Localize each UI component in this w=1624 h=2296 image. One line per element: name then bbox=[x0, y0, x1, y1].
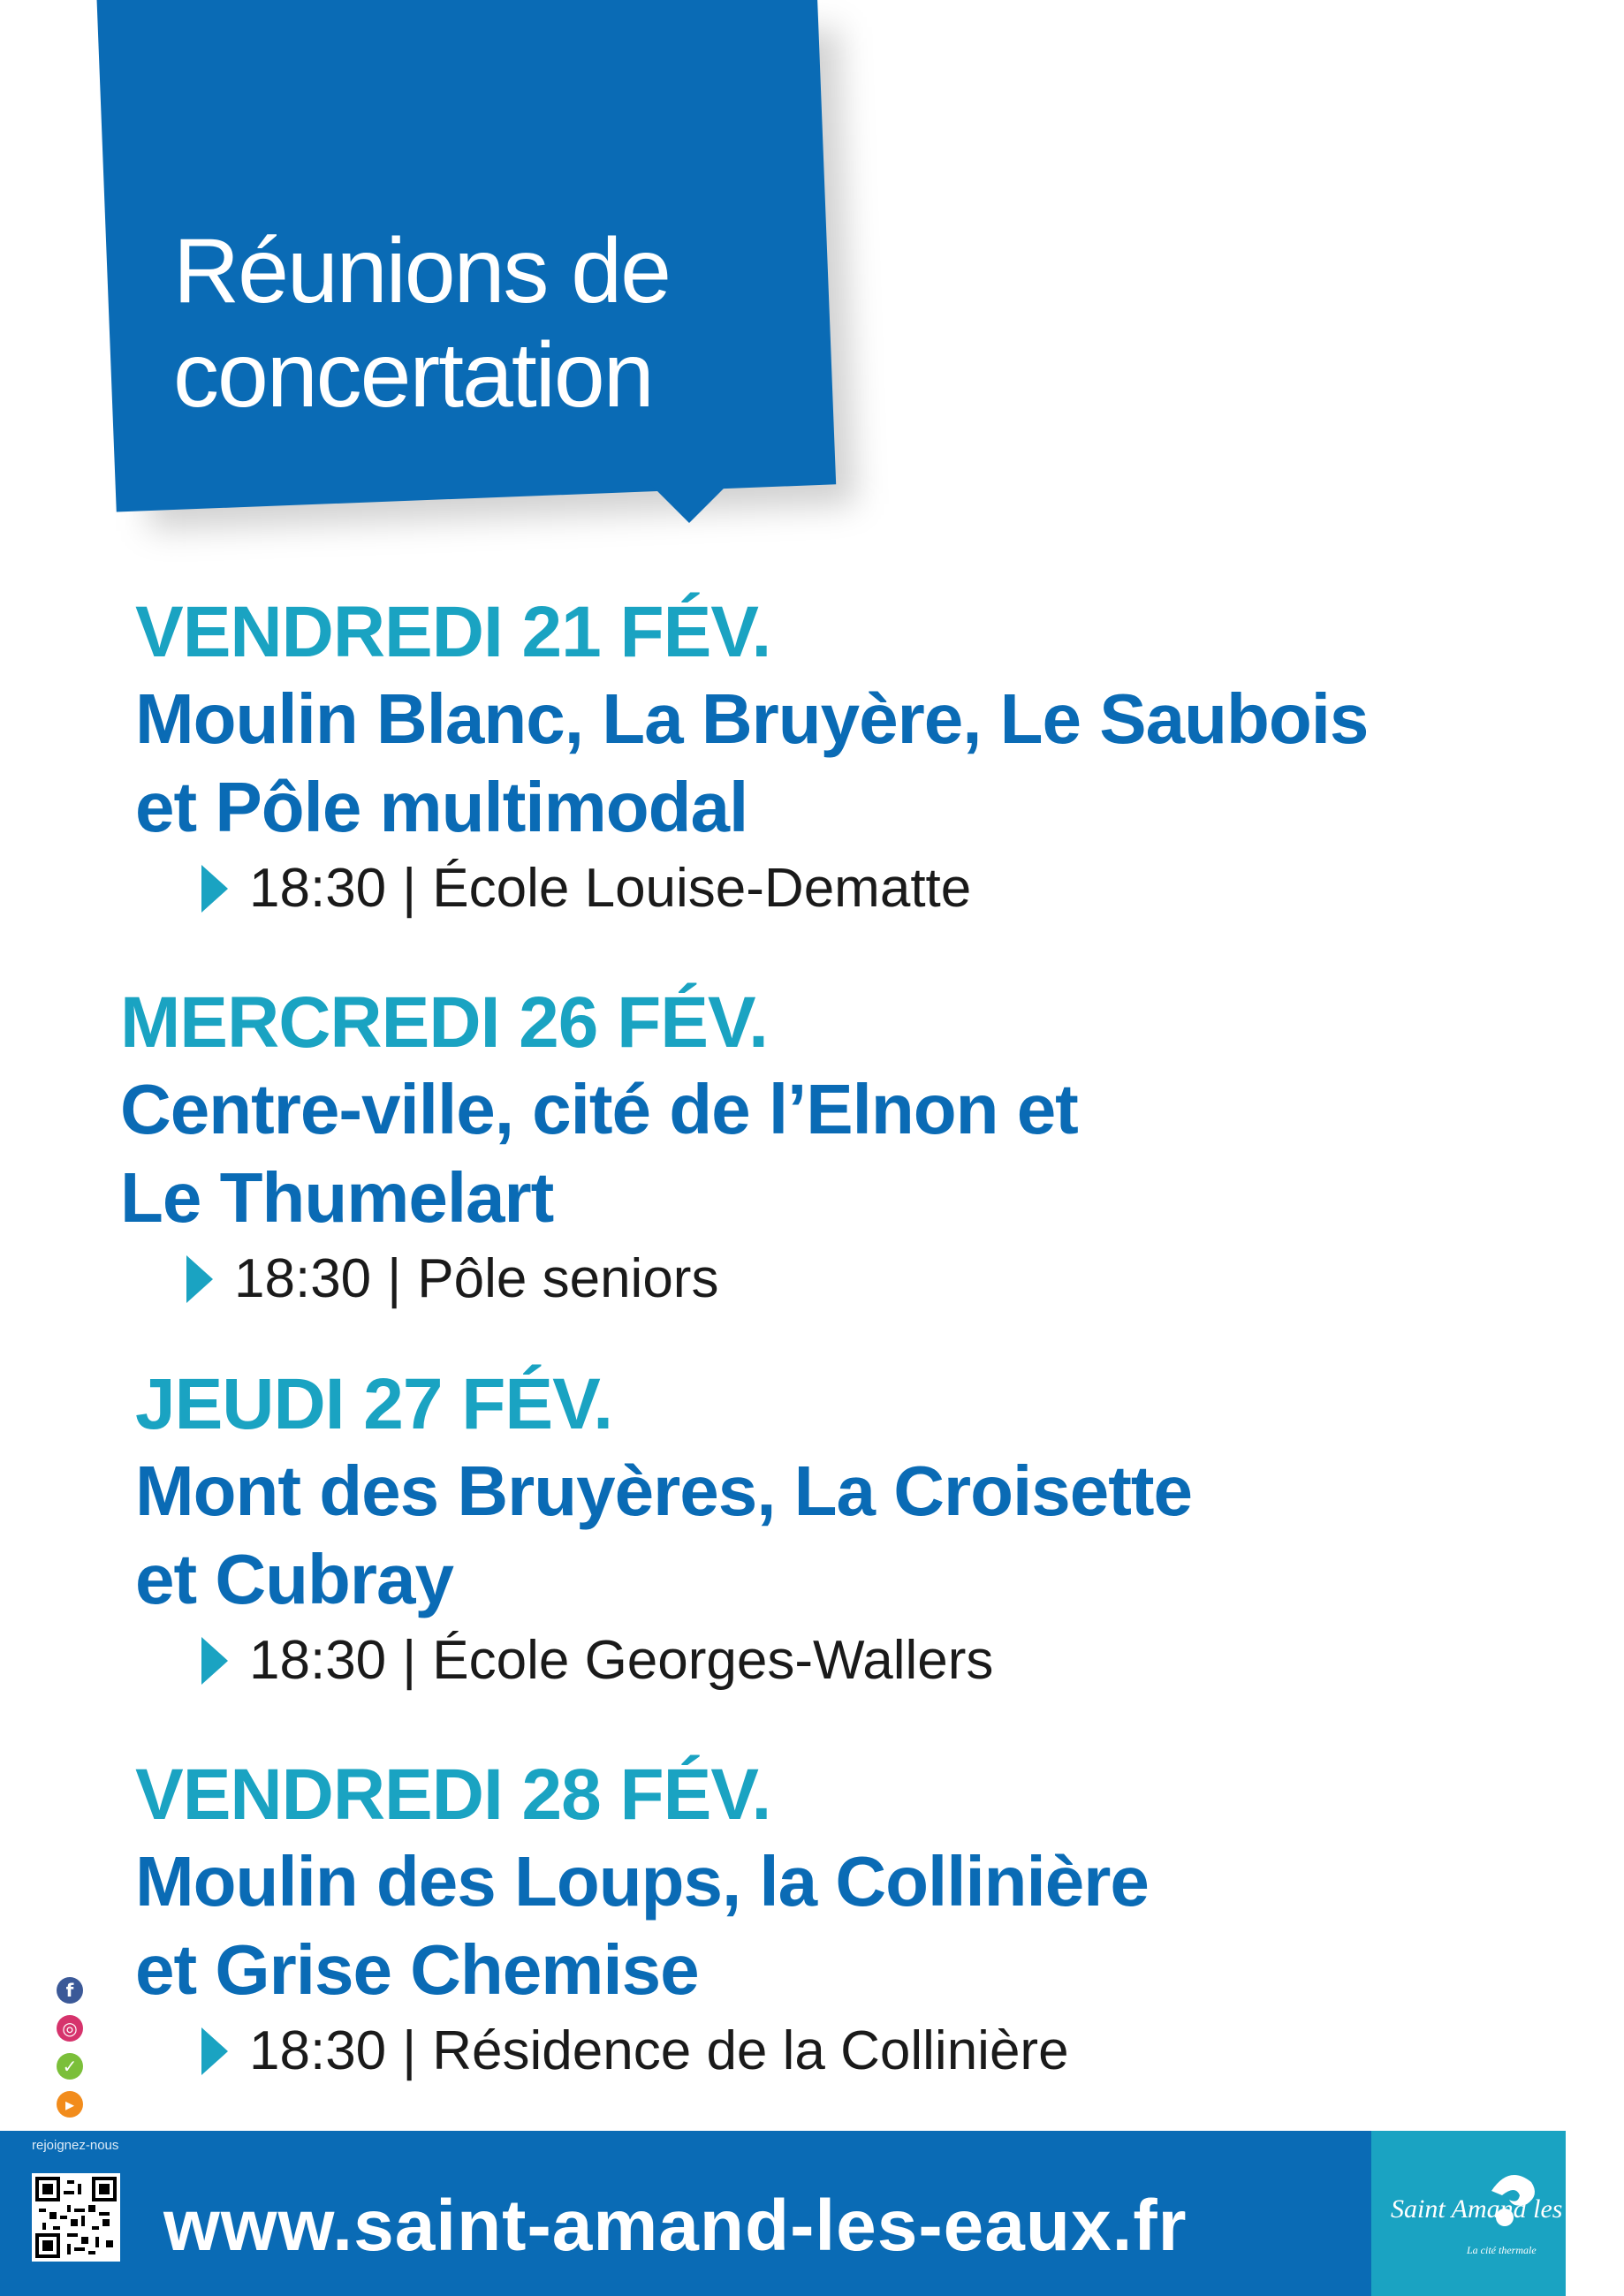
caret-right-icon bbox=[186, 1255, 213, 1303]
instagram-icon[interactable]: ◎ bbox=[57, 2015, 83, 2042]
banner-notch bbox=[650, 484, 728, 523]
title-line-2: concertation bbox=[173, 324, 653, 427]
event-time-line bbox=[201, 2016, 1149, 2087]
event-place: Moulin des Loups, la Collinière bbox=[135, 1842, 1149, 1921]
facebook-icon[interactable]: f bbox=[57, 1977, 83, 2004]
event-day: MERCREDI 26 FÉV. bbox=[120, 982, 768, 1063]
twitter-icon[interactable]: ✓ bbox=[57, 2053, 83, 2080]
separator: | bbox=[387, 1248, 402, 1309]
join-label: rejoignez-nous bbox=[32, 2138, 119, 2153]
website-link[interactable]: www.saint-amand-les-eaux.fr bbox=[163, 2186, 1188, 2266]
event-block bbox=[120, 981, 1078, 1315]
title-line-1: Réunions de bbox=[173, 220, 670, 322]
event-venue: Résidence de la Collinière bbox=[432, 2020, 1069, 2081]
event-block bbox=[135, 1362, 1192, 1696]
event-place: Moulin Blanc, La Bruyère, Le Saubois bbox=[135, 679, 1369, 758]
event-place: Centre-ville, cité de l’Elnon et bbox=[120, 1070, 1078, 1148]
event-day: JEUDI 27 FÉV. bbox=[135, 1364, 613, 1444]
event-time: 18:30 bbox=[234, 1248, 372, 1309]
event-time-line bbox=[186, 1244, 1078, 1315]
caret-right-icon bbox=[201, 1637, 228, 1685]
event-place: et Cubray bbox=[135, 1540, 453, 1618]
youtube-icon[interactable]: ▸ bbox=[57, 2091, 83, 2118]
event-venue: École Louise-Dematte bbox=[432, 858, 972, 919]
qr-code[interactable] bbox=[32, 2173, 120, 2262]
page-title bbox=[173, 219, 792, 428]
separator: | bbox=[402, 1630, 417, 1691]
caret-right-icon bbox=[201, 2027, 228, 2075]
event-time: 18:30 bbox=[249, 858, 387, 919]
caret-right-icon bbox=[201, 865, 228, 913]
event-place: Mont des Bruyères, La Croisette bbox=[135, 1451, 1192, 1530]
event-place: Le Thumelart bbox=[120, 1158, 554, 1237]
event-venue: Pôle seniors bbox=[417, 1248, 719, 1309]
social-links bbox=[57, 1977, 92, 2129]
separator: | bbox=[402, 2020, 417, 2081]
event-block bbox=[135, 590, 1368, 924]
brand-tagline: La cité thermale bbox=[1467, 2244, 1537, 2256]
event-block bbox=[135, 1753, 1149, 2087]
event-day: VENDREDI 21 FÉV. bbox=[135, 592, 771, 672]
event-time-line bbox=[201, 853, 1368, 924]
separator: | bbox=[402, 858, 417, 919]
event-venue: École Georges-Wallers bbox=[432, 1630, 994, 1691]
event-time-line bbox=[201, 1625, 1192, 1696]
event-place: et Grise Chemise bbox=[135, 1930, 699, 2009]
qr-code-icon bbox=[35, 2177, 117, 2258]
event-day: VENDREDI 28 FÉV. bbox=[135, 1754, 771, 1835]
event-place: et Pôle multimodal bbox=[135, 768, 748, 846]
event-time: 18:30 bbox=[249, 2020, 387, 2081]
event-time: 18:30 bbox=[249, 1630, 387, 1691]
brand-name: Saint Amand les Eaux bbox=[1391, 2194, 1624, 2224]
